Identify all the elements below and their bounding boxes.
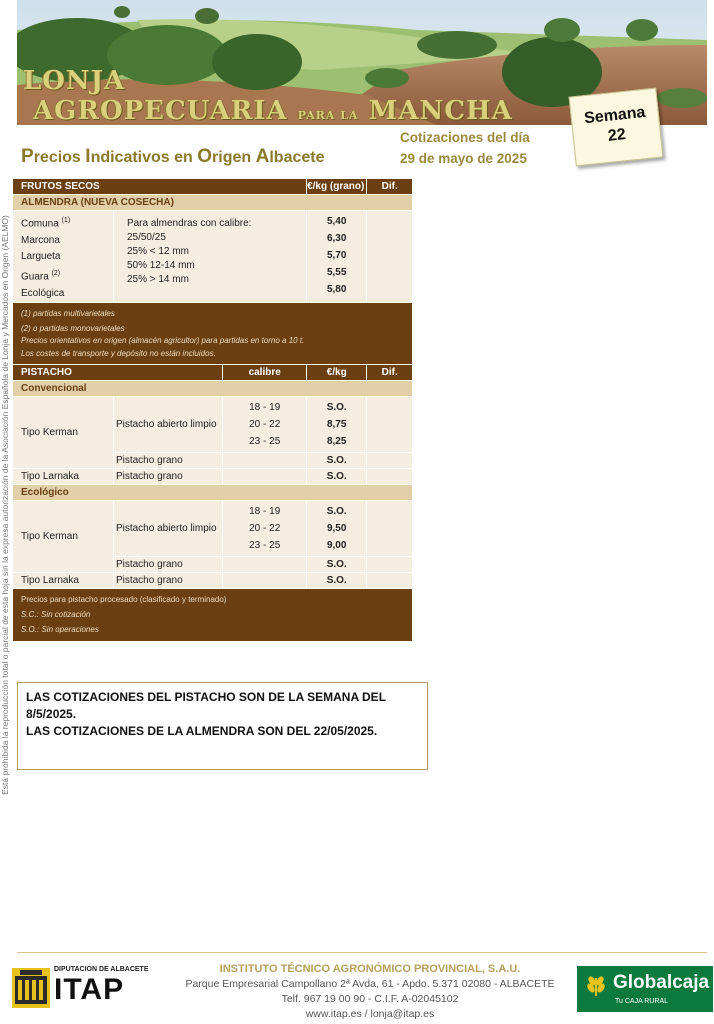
logo-agropecuaria: AGROPECUARIA bbox=[33, 96, 288, 125]
variety-name: Guara $^{(2)}$ bbox=[21, 269, 61, 283]
eco-larnaka-label: Tipo Larnaka bbox=[13, 573, 114, 589]
price-value: 6,30 bbox=[326, 233, 347, 244]
price-value: 5,80 bbox=[326, 284, 347, 295]
conv-grano-calibre bbox=[223, 453, 307, 469]
notice-line: 8/5/2025. bbox=[26, 707, 77, 721]
subtitle-rest-2: rigen bbox=[212, 149, 256, 166]
conv-grano-price: S.O. bbox=[307, 453, 367, 469]
calibre-note: 25% > 14 mm bbox=[126, 274, 189, 285]
pistacho-title: PISTACHO bbox=[13, 365, 223, 381]
almendra-notes bbox=[13, 303, 413, 365]
price-value: 9,00 bbox=[326, 540, 347, 552]
eco-grano-dif bbox=[367, 557, 413, 573]
cotizaciones-title: Cotizaciones del día bbox=[400, 130, 530, 145]
almendra-subheader bbox=[13, 195, 413, 211]
globalcaja-name: Globalcaja bbox=[613, 972, 710, 993]
subtitle-cap-0: P bbox=[21, 146, 34, 167]
calibre-range: 20 - 22 bbox=[249, 523, 281, 535]
subtitle-cap-3: A bbox=[255, 146, 270, 167]
variety-name: Marcona bbox=[21, 234, 60, 246]
pistacho-notes bbox=[13, 589, 413, 642]
eco-larnaka-calibre bbox=[223, 573, 307, 589]
calibre-range: 18 - 19 bbox=[249, 506, 281, 518]
subtitle-rest-0: recios bbox=[33, 149, 86, 166]
note-line: (1) partidas multivarietales bbox=[21, 309, 115, 319]
eco-larnaka-dif bbox=[367, 573, 413, 589]
price-value: 9,50 bbox=[326, 523, 347, 535]
notice-line: LAS COTIZACIONES DE LA ALMENDRA SON DEL 22/05/2025. bbox=[26, 724, 378, 738]
logo-mancha: MANCHA bbox=[368, 96, 513, 125]
note-line: S.C.: Sin cotización bbox=[21, 610, 91, 620]
frutos-secos-dif: Dif. bbox=[367, 179, 413, 195]
conv-grano-label: Pistacho grano bbox=[113, 453, 222, 469]
copyright-side-text: Está prohibida la reproducción total o parcial de esta hoja sin la expresa autorización de la Asociación Española de Lonja y Mercados en Origen (AELMO) bbox=[0, 215, 10, 795]
price-table bbox=[12, 178, 413, 642]
eco-grano-label: Pistacho grano bbox=[113, 557, 222, 573]
notice-box bbox=[17, 682, 428, 770]
semana-note bbox=[569, 88, 664, 167]
pistacho-notes-row bbox=[13, 589, 413, 642]
price-value: 8,75 bbox=[326, 419, 347, 431]
price-value: 8,25 bbox=[326, 436, 347, 448]
itap-logo bbox=[12, 966, 160, 1012]
notice-line: LAS COTIZACIONES DEL PISTACHO SON DE LA SEMANA DEL bbox=[26, 690, 387, 704]
ecologico-subheader bbox=[13, 485, 413, 501]
almendra-prices bbox=[307, 211, 367, 303]
eco-calibres bbox=[223, 501, 307, 557]
conv-kerman-row bbox=[13, 397, 413, 453]
calibre-range: 18 - 19 bbox=[249, 402, 281, 414]
pistacho-header bbox=[13, 365, 413, 381]
logo-para-la: PARA LA bbox=[297, 109, 359, 122]
note-line: Precios para pistacho procesado (clasificado y terminado) bbox=[21, 595, 227, 605]
almendra-varieties bbox=[13, 211, 114, 303]
conv-larnaka-product: Pistacho grano bbox=[113, 469, 222, 485]
semana-number: 22 bbox=[607, 126, 627, 145]
frutos-secos-unit: €/kg (grano) bbox=[307, 179, 367, 195]
conv-prices bbox=[307, 397, 367, 453]
almendra-calibre-notes bbox=[113, 211, 306, 303]
frutos-secos-title: FRUTOS SECOS bbox=[13, 179, 307, 195]
calibre-note: Para almendras con calibre: bbox=[126, 218, 252, 229]
footer-web[interactable]: www.itap.es / lonja@itap.es bbox=[305, 1008, 435, 1020]
eco-kerman-row bbox=[13, 501, 413, 557]
subtitle-rest-1: ndicativos en bbox=[90, 149, 198, 166]
cotizaciones-date: 29 de mayo de 2025 bbox=[400, 151, 527, 166]
calibre-range: 23 - 25 bbox=[249, 436, 281, 448]
conv-calibres bbox=[223, 397, 307, 453]
note-line: Precios orientativos en origen (almacén agricultor) para partidas en torno a 10 t. bbox=[21, 336, 305, 346]
almendra-dif bbox=[367, 211, 413, 303]
almendra-notes-row bbox=[13, 303, 413, 365]
calibre-note: 25% < 12 mm bbox=[126, 246, 189, 257]
conv-larnaka-label: Tipo Larnaka bbox=[13, 469, 114, 485]
conv-kerman-label: Tipo Kerman bbox=[13, 397, 114, 469]
itap-top-text: DIPUTACION DE ALBACETE bbox=[54, 966, 149, 973]
logo-line1: LONJA bbox=[23, 66, 126, 96]
eco-grano-calibre bbox=[223, 557, 307, 573]
calibre-note: 50% 12-14 mm bbox=[126, 260, 195, 271]
globalcaja-sub: Tu CAJA RURAL bbox=[615, 998, 669, 1005]
convencional-title: Convencional bbox=[13, 381, 413, 397]
price-value: S.O. bbox=[326, 402, 347, 414]
conv-larnaka-row bbox=[13, 469, 413, 485]
subtitle-rest-3: lbacete bbox=[269, 149, 325, 166]
footer-address: Parque Empresarial Campollano 2ª Avda, 61 - Apdo. 5.371 02080 - ALBACETE bbox=[185, 978, 555, 990]
globalcaja-logo bbox=[577, 966, 713, 1012]
conv-grano-dif bbox=[367, 453, 413, 469]
pistacho-dif: Dif. bbox=[367, 365, 413, 381]
pistacho-unit: €/kg bbox=[307, 365, 367, 381]
subtitle-cap-2: O bbox=[197, 146, 213, 167]
semana-label: Semana bbox=[583, 103, 647, 128]
eco-larnaka-product: Pistacho grano bbox=[113, 573, 222, 589]
price-value: 5,55 bbox=[326, 267, 347, 278]
convencional-subheader bbox=[13, 381, 413, 397]
conv-dif bbox=[367, 397, 413, 453]
eco-grano-price: S.O. bbox=[307, 557, 367, 573]
subtitle-cap-1: I bbox=[85, 146, 91, 167]
note-line: Los costes de transporte y depósito no están incluidos. bbox=[21, 349, 216, 359]
frutos-secos-header bbox=[13, 179, 413, 195]
conv-larnaka-dif bbox=[367, 469, 413, 485]
ecologico-title: Ecológico bbox=[13, 485, 413, 501]
page-subtitle bbox=[21, 146, 324, 168]
almendra-block bbox=[13, 211, 413, 303]
calibre-range: 23 - 25 bbox=[249, 540, 281, 552]
logo-line2 bbox=[33, 96, 513, 125]
price-value: 5,70 bbox=[326, 250, 347, 261]
footer-info bbox=[170, 962, 570, 1022]
conv-larnaka-calibre bbox=[223, 469, 307, 485]
pistacho-calibre-header: calibre bbox=[223, 365, 307, 381]
price-value: 5,40 bbox=[326, 216, 347, 227]
calibre-range: 20 - 22 bbox=[249, 419, 281, 431]
footer-institute: INSTITUTO TÉCNICO AGRONÓMICO PROVINCIAL, S.A.U. bbox=[219, 963, 521, 975]
conv-larnaka-price: S.O. bbox=[307, 469, 367, 485]
variety-name: Ecológica bbox=[21, 287, 65, 299]
variety-name: Largueta bbox=[21, 251, 61, 263]
eco-larnaka-row bbox=[13, 573, 413, 589]
eco-dif bbox=[367, 501, 413, 557]
calibre-note: 25/50/25 bbox=[126, 232, 166, 243]
wheat-icon bbox=[583, 972, 609, 998]
price-value: S.O. bbox=[326, 506, 347, 518]
eco-kerman-label: Tipo Kerman bbox=[13, 501, 114, 573]
eco-larnaka-price: S.O. bbox=[307, 573, 367, 589]
variety-name: Comuna $^{(1)}$ bbox=[21, 217, 71, 230]
almendra-title: ALMENDRA (NUEVA COSECHA) bbox=[13, 195, 413, 211]
eco-abierto-label: Pistacho abierto limpio bbox=[113, 501, 222, 557]
footer-divider bbox=[17, 952, 707, 953]
conv-abierto-label: Pistacho abierto limpio bbox=[113, 397, 222, 453]
note-line: (2) o partidas monovarietales bbox=[21, 324, 125, 334]
note-line: S.O.: Sin operaciones bbox=[21, 625, 99, 635]
footer-phone: Telf. 967 19 00 90 - C.I.F. A-02045102 bbox=[281, 993, 459, 1005]
eco-prices bbox=[307, 501, 367, 557]
itap-name: ITAP bbox=[54, 973, 125, 1006]
